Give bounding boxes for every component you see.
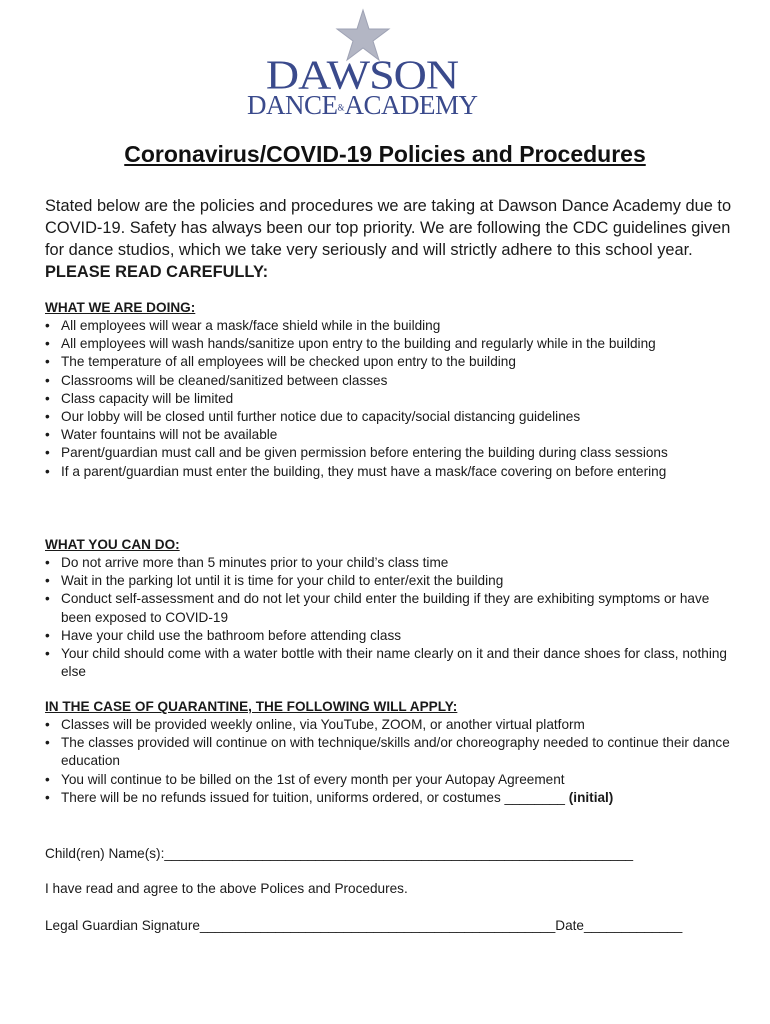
list-item: • Classes will be provided weekly online, via YouTube, ZOOM, or another virtual platform [45,716,735,734]
signature-date-field[interactable]: Legal Guardian Signature_______________________________________________Date_____________ [45,918,683,933]
refunds-text: There will be no refunds issued for tuition, uniforms ordered, or costumes ________ [61,789,569,805]
section-heading: IN THE CASE OF QUARANTINE, THE FOLLOWING WILL APPLY: [45,699,458,714]
page-title: Coronavirus/COVID-19 Policies and Procedures [124,141,646,167]
list-item: • Conduct self-assessment and do not let your child enter the building if they are exhibiting symptoms or have been exposed to COVID-19 [45,590,735,626]
logo-sub-amp: & [337,102,345,113]
list-item: • Water fountains will not be available [45,426,735,444]
list-item: • Parent/guardian must call and be given permission before entering the building during class sessions [45,444,735,462]
list-item: • You will continue to be billed on the 1st of every month per your Autopay Agreement [45,771,735,789]
children-name-field[interactable]: Child(ren) Name(s):______________________________________________________________ [45,846,634,861]
list-item: • Class capacity will be limited [45,390,735,408]
intro-paragraph [45,195,735,283]
list-item: • The temperature of all employees will be checked upon entry to the building [45,353,735,371]
bullet-list [45,317,735,481]
logo-sub-dance: DANCE [247,90,338,120]
agreement-statement: I have read and agree to the above Polices and Procedures. [45,881,408,896]
logo-brand-name: DAWSON [265,51,459,98]
section-quarantine [45,698,735,807]
section-what-you-can-do [45,536,735,681]
list-item: • If a parent/guardian must enter the building, they must have a mask/face covering on before entering [45,463,735,481]
logo-sub-academy: ACADEMY [344,90,478,120]
list-item: • All employees will wear a mask/face shield while in the building [45,317,735,335]
list-item: • Your child should come with a water bottle with their name clearly on it and their dance shoes for class, nothing else [45,645,735,681]
list-item: • Our lobby will be closed until further notice due to capacity/social distancing guidelines [45,408,735,426]
list-item: • Classrooms will be cleaned/sanitized between classes [45,372,735,390]
list-item: • Have your child use the bathroom before attending class [45,627,735,645]
list-item: • All employees will wash hands/sanitize upon entry to the building and regularly while in the building [45,335,735,353]
list-item: • Do not arrive more than 5 minutes prior to your child’s class time [45,554,735,572]
list-item: • The classes provided will continue on with technique/skills and/or choreography needed to continue their dance education [45,734,735,770]
logo-brand-subtitle [247,92,477,121]
bullet-list [45,716,735,807]
bullet-list [45,554,735,681]
intro-text: Stated below are the policies and procedures we are taking at Dawson Dance Academy due to COVID-19. Safety has always been our top priority. We are following the CDC guidelines given for dance studios, which we take very seriously and will strictly adhere to this school year. [45,197,732,259]
section-heading: WHAT WE ARE DOING: [45,300,196,315]
list-item-refunds [45,789,735,807]
list-item: • Wait in the parking lot until it is time for your child to enter/exit the building [45,572,735,590]
section-heading: WHAT YOU CAN DO: [45,537,180,552]
intro-emphasis: PLEASE READ CAREFULLY: [45,263,269,281]
section-what-we-are-doing [45,299,735,481]
dawson-dance-academy-logo [245,8,480,120]
initial-label: (initial) [568,789,614,805]
